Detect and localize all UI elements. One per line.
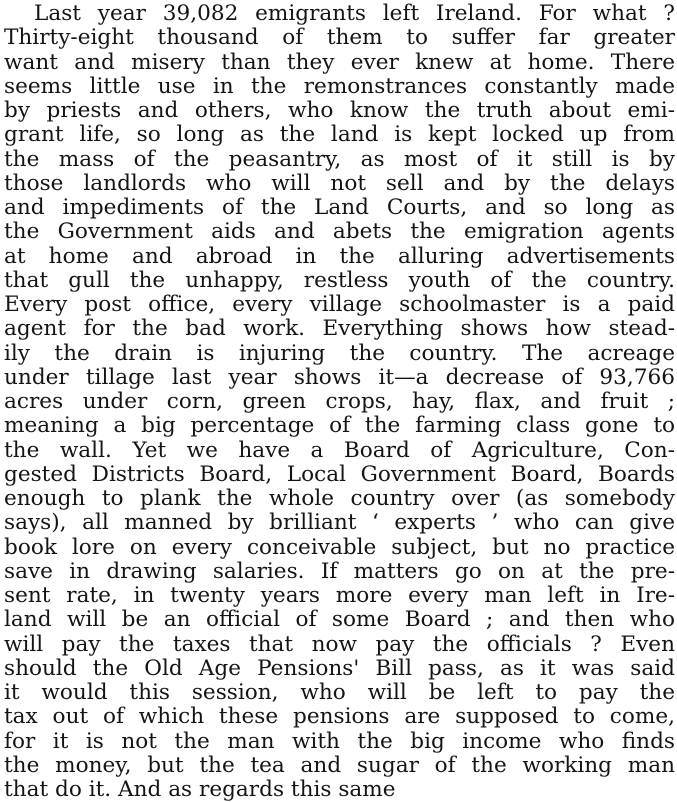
text-line: Last year 39,082 emigrants left Ireland. For what ? [34, 2, 675, 26]
text-line: that do it. And as regards this same [4, 778, 396, 802]
text-line: the Government aids and abets the emigration agents [4, 220, 675, 245]
text-line: for it is not the man with the big income who finds [4, 729, 675, 754]
text-line: sent rate, in twenty years more every man left in Ire- [4, 584, 675, 608]
text-line: grant life, so long as the land is kept locked up from [4, 123, 675, 148]
text-line: agent for the bad work. Everything shows how stead- [4, 317, 675, 342]
article-text [4, 2, 675, 802]
text-line: book lore on every conceivable subject, but no practice [4, 535, 675, 560]
text-line: the money, but the tea and sugar of the working man [4, 753, 675, 778]
text-line: Every post office, every village schoolmaster is a paid [4, 293, 675, 317]
text-line: the mass of the peasantry, as most of it still is by [4, 147, 675, 172]
text-line: the wall. Yet we have a Board of Agriculture, Con- [4, 438, 675, 463]
text-line: save in drawing salaries. If matters go on at the pre- [4, 559, 675, 584]
text-line: that gull the unhappy, restless youth of the country. [4, 268, 675, 293]
text-line: will pay the taxes that now pay the officials ? Even [4, 632, 675, 657]
text-line: says), all manned by brilliant ‘ experts ’ who can give [4, 511, 675, 536]
text-line: Thirty-eight thousand of them to suffer far greater [4, 26, 675, 51]
text-line: and impediments of the Land Courts, and so long as [4, 196, 675, 220]
text-line: want and misery than they ever knew at home. There [4, 50, 675, 75]
text-line: land will be an official of some Board ; and then who [4, 608, 675, 633]
text-line: those landlords who will not sell and by the delays [4, 171, 675, 196]
text-line: under tillage last year shows it—a decrease of 93,766 [4, 365, 675, 390]
text-line: seems little use in the remonstrances constantly made [4, 74, 675, 99]
text-line: acres under corn, green crops, hay, flax, and fruit ; [4, 390, 675, 414]
text-line: by priests and others, who know the truth about emi- [4, 99, 675, 123]
text-line: tax out of which these pensions are supposed to come, [4, 705, 675, 730]
text-line: should the Old Age Pensions' Bill pass, as it was said [4, 656, 675, 681]
text-line: enough to plank the whole country over (as somebody [4, 487, 675, 511]
text-line: at home and abroad in the alluring advertisements [4, 244, 675, 269]
text-line: it would this session, who will be left to pay the [4, 681, 675, 705]
text-line: meaning a big percentage of the farming class gone to [4, 414, 675, 439]
text-line: ily the drain is injuring the country. The acreage [4, 341, 675, 366]
text-line: gested Districts Board, Local Government Board, Boards [4, 462, 675, 487]
